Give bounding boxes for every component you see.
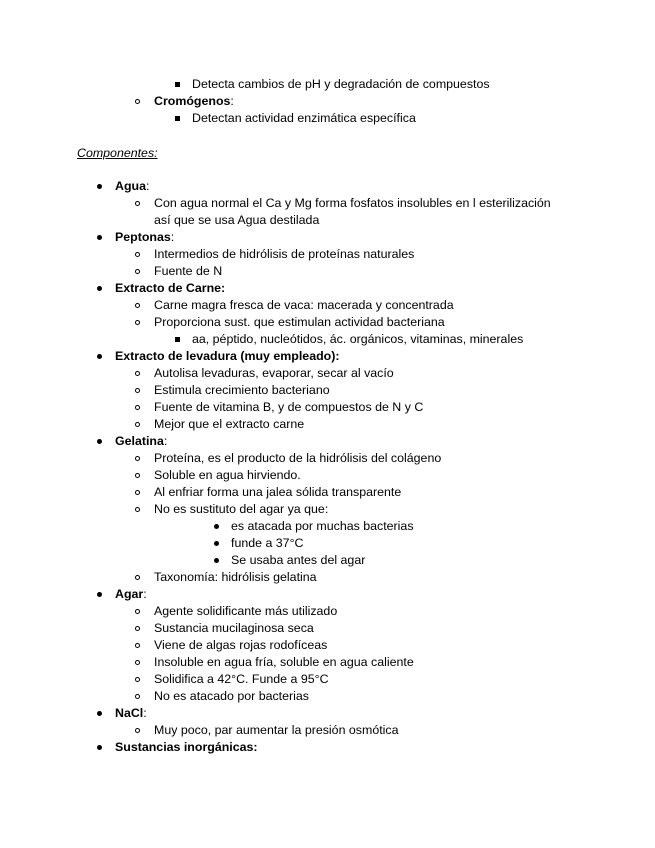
- list-item: [154, 93, 234, 110]
- list-item: [115, 178, 149, 195]
- disc-bullet-icon: [97, 711, 102, 716]
- circle-bullet-icon: [135, 388, 140, 393]
- circle-bullet-icon: [135, 371, 140, 376]
- list-item: No es sustituto del agar ya que:: [154, 502, 329, 516]
- list-item: Autolisa levaduras, evaporar, secar al vacío: [154, 366, 394, 380]
- circle-bullet-icon: [135, 201, 140, 206]
- colon: :: [163, 434, 168, 448]
- circle-bullet-icon: [135, 269, 140, 274]
- list-item: Insoluble en agua fría, soluble en agua caliente: [154, 655, 414, 669]
- list-item: No es atacado por bacterias: [154, 689, 309, 703]
- cromogenos-title: Cromógenos: [154, 94, 231, 108]
- square-bullet-icon: [175, 337, 180, 342]
- section-title: NaCl: [115, 706, 144, 720]
- list-item: es atacada por muchas bacterias: [231, 519, 414, 533]
- disc-bullet-icon: [97, 286, 102, 291]
- disc-bullet-icon: [97, 354, 102, 359]
- list-item: Fuente de vitamina B, y de compuestos de N y C: [154, 400, 424, 414]
- circle-bullet-icon: [135, 422, 140, 427]
- list-item: Proteína, es el producto de la hidrólisis del colágeno: [154, 451, 442, 465]
- section-title: Peptonas: [115, 230, 171, 244]
- list-item: Carne magra fresca de vaca: macerada y concentrada: [154, 298, 454, 312]
- list-item: Mejor que el extracto carne: [154, 417, 305, 431]
- section-title: Agar: [115, 587, 144, 601]
- list-item: [115, 229, 174, 246]
- circle-bullet-icon: [135, 660, 140, 665]
- disc-bullet-icon: [97, 592, 102, 597]
- list-item: Detecta cambios de pH y degradación de compuestos: [192, 77, 490, 91]
- disc-bullet-icon: [214, 524, 219, 529]
- section-title: Gelatina: [115, 434, 164, 448]
- colon: :: [143, 587, 147, 601]
- list-item: Estimula crecimiento bacteriano: [154, 383, 330, 397]
- disc-bullet-icon: [97, 184, 102, 189]
- circle-bullet-icon: [135, 303, 140, 308]
- list-item: Intermedios de hidrólisis de proteínas naturales: [154, 247, 415, 261]
- circle-bullet-icon: [135, 507, 140, 512]
- list-item: Sustancia mucilaginosa seca: [154, 621, 314, 635]
- list-item: funde a 37°C: [231, 536, 304, 550]
- list-item: Al enfriar forma una jalea sólida transparente: [154, 485, 402, 499]
- section-title: Agua: [115, 179, 146, 193]
- circle-bullet-icon: [135, 609, 140, 614]
- section-title: Sustancias inorgánicas:: [115, 740, 258, 754]
- circle-bullet-icon: [135, 677, 140, 682]
- list-item: [115, 433, 167, 450]
- list-item: Viene de algas rojas rodofíceas: [154, 638, 328, 652]
- list-item: Muy poco, par aumentar la presión osmótica: [154, 723, 399, 737]
- circle-bullet-icon: [135, 490, 140, 495]
- colon: :: [145, 179, 150, 193]
- square-bullet-icon: [175, 116, 180, 121]
- circle-bullet-icon: [135, 575, 140, 580]
- circle-bullet-icon: [135, 643, 140, 648]
- disc-bullet-icon: [97, 745, 102, 750]
- circle-bullet-icon: [135, 456, 140, 461]
- list-item: Fuente de N: [154, 264, 223, 278]
- circle-bullet-icon: [135, 99, 140, 104]
- disc-bullet-icon: [97, 439, 102, 444]
- list-item: Soluble en agua hirviendo.: [154, 468, 301, 482]
- circle-bullet-icon: [135, 320, 140, 325]
- circle-bullet-icon: [135, 252, 140, 257]
- circle-bullet-icon: [135, 473, 140, 478]
- colon: :: [230, 94, 234, 108]
- disc-bullet-icon: [214, 558, 219, 563]
- disc-bullet-icon: [97, 235, 102, 240]
- square-bullet-icon: [175, 82, 180, 87]
- list-item: Detectan actividad enzimática específica: [192, 111, 416, 125]
- list-item: [115, 586, 147, 603]
- list-item-continuation: así que se usa Agua destilada: [154, 213, 320, 227]
- list-item: Proporciona sust. que estimulan actividad bacteriana: [154, 315, 445, 329]
- colon: :: [143, 706, 147, 720]
- list-item: Con agua normal el Ca y Mg forma fosfatos insolubles en l esterilización: [154, 196, 551, 210]
- list-item: Se usaba antes del agar: [231, 553, 366, 567]
- list-item: Agente solidificante más utilizado: [154, 604, 338, 618]
- section-title: Extracto de levadura (muy empleado):: [115, 349, 340, 363]
- section-heading: Componentes:: [77, 146, 158, 160]
- list-item: [115, 705, 147, 722]
- circle-bullet-icon: [135, 694, 140, 699]
- colon: :: [170, 230, 175, 244]
- disc-bullet-icon: [214, 541, 219, 546]
- circle-bullet-icon: [135, 626, 140, 631]
- list-item: aa, péptido, nucleótidos, ác. orgánicos, vitaminas, minerales: [192, 332, 524, 346]
- list-item: Taxonomía: hidrólisis gelatina: [154, 570, 317, 584]
- circle-bullet-icon: [135, 728, 140, 733]
- circle-bullet-icon: [135, 405, 140, 410]
- list-item: Solidifica a 42°C. Funde a 95°C: [154, 672, 329, 686]
- section-title: Extracto de Carne:: [115, 281, 226, 295]
